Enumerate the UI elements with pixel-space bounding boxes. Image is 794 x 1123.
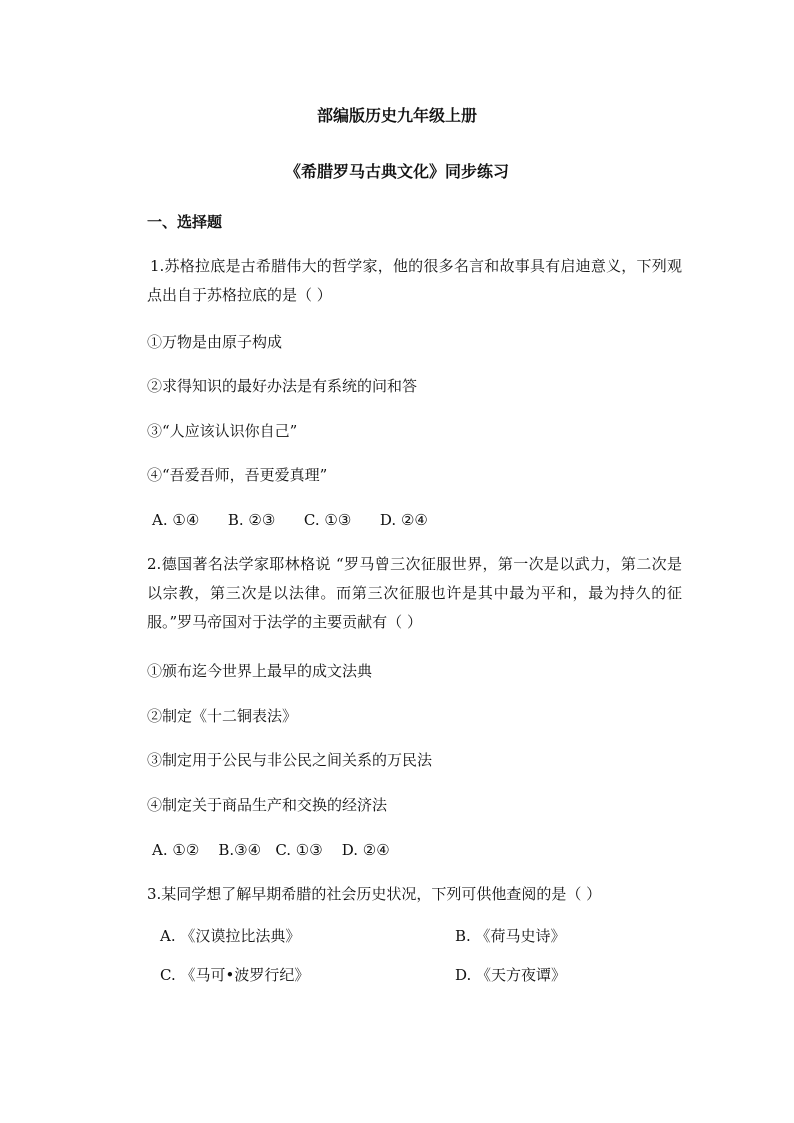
question-1-item-2: ②求得知识的最好办法是有系统的问和答 xyxy=(147,377,418,395)
question-3-option-b: B. 《荷马史诗》 xyxy=(455,927,566,945)
question-2-stem: 2.德国著名法学家耶林格说 “罗马曾三次征服世界，第一次是以武力，第二次是以宗教，第三次是以法律。而第三次征服也许是其中最为平和，最为持久的征服。”罗马帝国对于法学的主要贡献有（ ） xyxy=(147,555,682,631)
question-3-option-c: C. 《马可•波罗行纪》 xyxy=(160,966,310,984)
question-1-item-1: ①万物是由原子构成 xyxy=(147,333,283,351)
question-2-item-2: ②制定《十二铜表法》 xyxy=(147,707,298,725)
question-3-option-a: A. 《汉谟拉比法典》 xyxy=(160,927,301,945)
question-2-item-3: ③制定用于公民与非公民之间关系的万民法 xyxy=(147,751,433,769)
document-title: 部编版历史九年级上册 xyxy=(316,106,477,125)
question-3-option-d: D. 《天方夜谭》 xyxy=(455,966,567,984)
document-subtitle: 《希腊罗马古典文化》同步练习 xyxy=(284,162,509,181)
question-2-item-4: ④制定关于商品生产和交换的经济法 xyxy=(147,796,388,814)
question-1-item-4: ④“吾爱吾师，吾更爱真理” xyxy=(147,466,328,484)
question-1-stem: 1.苏格拉底是古希腊伟大的哲学家，他的很多名言和故事具有启迪意义，下列观点出自于苏格拉底的是（ ） xyxy=(147,257,682,304)
question-2-item-1: ①颁布迄今世界上最早的成文法典 xyxy=(147,662,373,680)
section-heading: 一、选择题 xyxy=(147,213,223,231)
question-1-item-3: ③“人应该认识你自己” xyxy=(147,422,298,440)
question-2-options: A. ①② B.③④ C. ①③ D. ②④ xyxy=(152,841,390,859)
question-1-options: A. ①④ B. ②③ C. ①③ D. ②④ xyxy=(152,511,428,529)
question-3-stem: 3.某同学想了解早期希腊的社会历史状况，下列可供他查阅的是（ ） xyxy=(147,885,602,903)
